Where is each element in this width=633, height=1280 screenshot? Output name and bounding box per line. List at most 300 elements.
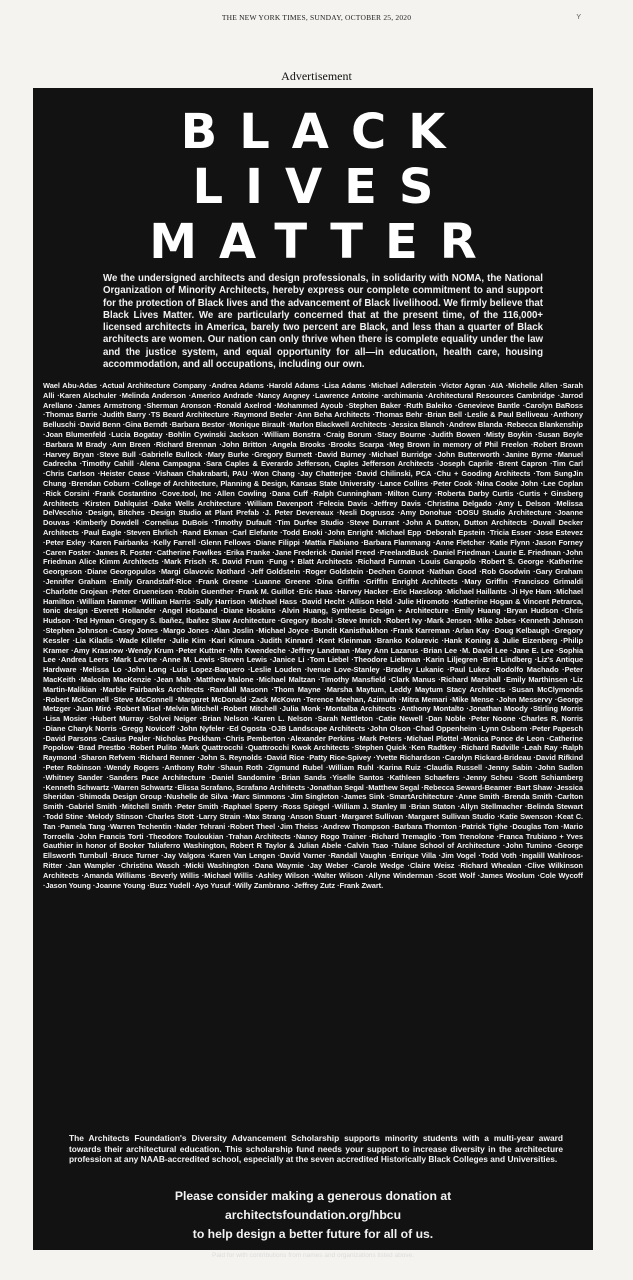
signatory-name: · Richard Marshall (436, 675, 501, 684)
signatory-name: · Brian Nelson (197, 714, 249, 723)
signatory-name: · Paul Eagle (79, 528, 121, 537)
signatory-name: · Michael Plottel (402, 734, 459, 743)
signatory-name: · Randall Masonn (204, 685, 268, 694)
signatory-name: · Janine Byrne (500, 450, 553, 459)
signatory-name: · Andrew Thompson (318, 822, 390, 831)
signatory-name: · OJB Landscape Architects (266, 724, 365, 733)
signatory-name: · Jennifer Graham (43, 577, 106, 586)
signatory-name: · Alexander Perkins (285, 734, 354, 743)
signatory-name: · Cornelius DuBois (139, 518, 208, 527)
signatory-name: · TS Beard Architecture (146, 410, 229, 419)
signatory-name: · Won Chang (247, 469, 294, 478)
signatory-name: · Terence Meehan, Azimuth (301, 695, 397, 704)
signatory-name: · Gabriel Smith (63, 802, 116, 811)
signatory-name: · Susan McClymonds (505, 685, 583, 694)
signatory-name: · Jim Vogel (436, 851, 476, 860)
signatory-name: · Kent Kleinman (313, 636, 371, 645)
signatory-name: · Claire Weisz (404, 861, 454, 870)
signatory-name: · Margi Glavovic Nothard (156, 567, 245, 576)
signatory-name: · Steve McConnell (109, 695, 173, 704)
signatory-name: · Malcolm MacKenzie (76, 675, 151, 684)
signatory-name: · J. Peter Devereaux (259, 508, 333, 517)
signatory-name: · Montalba Architects (320, 704, 395, 713)
signatory-name: · Todd Stine (43, 812, 83, 821)
signatory-name: · John S. Reynolds (195, 753, 262, 762)
signatory-name: · Carlton Smith (43, 792, 583, 811)
signatory-name: · Tricia Esser (485, 528, 532, 537)
signatory-name: · Rob Goodwin (476, 567, 530, 576)
signatory-name: · Robert Brown (528, 440, 583, 449)
signatory-name: · John Sadlon (532, 763, 583, 772)
signatory-name: · Everett Hollander (88, 606, 156, 615)
signatory-name: · Kenneth Schwartz (43, 783, 109, 792)
signatory-name: · Philip Kramer (43, 636, 583, 655)
signatory-name: · Gregg Novicoff (117, 724, 175, 733)
signatory-name: · Raphael Sperry (218, 802, 277, 811)
signatory-name: · Patrick Tighe (457, 822, 508, 831)
signatory-name: · Whitney Sander (43, 773, 103, 782)
signatory-name: · Ann Beha Architects (292, 410, 370, 419)
signatory-name: · Michael Joyce (253, 626, 308, 635)
signatory-name: · Dana Cuff (266, 489, 307, 498)
signatory-name: · Judith Barry (97, 410, 146, 419)
signatory-name: · Larry Strain (194, 812, 240, 821)
signatory-name: · Allison Held (345, 597, 393, 606)
signatory-name: · Mike Mense (447, 695, 494, 704)
signatory-name: · Daniel Friedman (428, 548, 490, 557)
signatory-name: · Misty Boykin (480, 430, 532, 439)
signatory-name: · Paul Lukez (444, 665, 490, 674)
signatory-name: · Bundit Kanisthakhon (309, 626, 388, 635)
signatory-name: · Sherman Aronson (141, 401, 211, 410)
signatory-name: · Julie Kim (166, 636, 206, 645)
signatory-name: · Micki Washington (180, 861, 249, 870)
signatory-name: · Andrea Leers (56, 655, 109, 664)
signatory-name: · Walter Wilson (309, 871, 363, 880)
signatory-name: · Roberta Darby Curtis (432, 489, 514, 498)
signatory-name: · Clive Wilkinson Architects (43, 861, 583, 880)
signatory-name: · Amy Donohue (394, 508, 451, 517)
signatory-name: · Alvin Huang, Synthesis Design + Architecture (276, 606, 449, 615)
signatory-name: · Mary Griffin (458, 577, 508, 586)
signatory-name: · Design, Bitches (82, 508, 144, 517)
signatory-name: · Anthony Belluschi (43, 410, 583, 429)
signatory-name: · Harvey Bryan (43, 450, 94, 459)
signatory-name: · Tim Durfee Studio (271, 518, 343, 527)
signatory-name: · Rebecca Blankenship (502, 420, 583, 429)
signatory-name: · Luis Lopez-Baquero (166, 665, 244, 674)
signatory-name: · Eric Haas (294, 587, 332, 596)
signatory-name: · Brian Staton (406, 802, 455, 811)
signatory-name: · Quattrocchi Kwok Architects (243, 743, 350, 752)
signatory-name: · Arlan Kay (450, 626, 490, 635)
signatory-name: · Brad Prestbo (74, 743, 126, 752)
signatory-name: · John Messervy (494, 695, 552, 704)
signatory-name: · Brent Capron (493, 459, 547, 468)
signatory-name: · Jeff Goldstein (245, 567, 300, 576)
signatory-name: · Francisco Grimaldi (508, 577, 583, 586)
signatory-name: · Emily Grandstaff-Rice (106, 577, 192, 586)
signatory-name: · Judith Bowen (426, 430, 481, 439)
signatory-name: · Thom Mayne (268, 685, 321, 694)
signatory-name: · Robert Pulito (125, 743, 177, 752)
signatory-name: · Kimberly Dowdell (70, 518, 139, 527)
signatory-name: · Monique Birault (225, 420, 285, 429)
signatory-name: · Harvey Hacker (333, 587, 389, 596)
signatory-name: · Jeffrey Zutz (289, 881, 335, 890)
signatory-name: · Kathleen Schaefers (383, 773, 459, 782)
signatory-name: · Anne M. Lewis (157, 655, 215, 664)
signatory-name: · Joanne Young (91, 881, 145, 890)
signatory-name: · Deborah Epstein (421, 528, 485, 537)
signatory-name: · Margaret Sullivan Studio (403, 812, 495, 821)
signatory-name: · Design Studio at Plant Prefab (145, 508, 259, 517)
signatory-name: · Carole Wedge (348, 861, 404, 870)
signatory-name: · Ingalill Wahlroos-Ritter (43, 851, 583, 870)
signatory-name: · Liz's Antique Hardware (43, 655, 583, 674)
signatory-name: · Ivenue Love-Stanley (301, 665, 379, 674)
signatory-name: · Carolyn Rickard-Brideau (440, 753, 531, 762)
signatory-name: · Scott Wolf (433, 871, 475, 880)
signatory-name: · Yvette Richardson (371, 753, 440, 762)
signatory-name: · Luanne Greene (248, 577, 310, 586)
signatory-name: · Bradley Lukanic (380, 665, 444, 674)
signatory-name: · Cove.tool, Inc (156, 489, 211, 498)
signatory-name: · David Rifkind (531, 753, 583, 762)
signatory-name: · John Long (121, 665, 166, 674)
signatory-name: · Jonathan Moody (464, 704, 528, 713)
signatory-name: · Lee Coplan (538, 479, 583, 488)
signatory-name: · Meg Brown in memory of Phil Freelon (384, 440, 528, 449)
signatory-name: · Frank Costantino (89, 489, 156, 498)
signatory-name: · Nesli Dogrusoz (333, 508, 394, 517)
signatory-name: · Anne Fletcher (431, 538, 485, 547)
signatory-name: · Michael Hass (245, 597, 297, 606)
signatory-name: · Christina Wasch (115, 861, 180, 870)
signatory-name: · Daniel Sandomire (205, 773, 275, 782)
signatory-name: · Amy Krasnow (69, 646, 123, 655)
signatory-name: · Erika Franke (222, 548, 271, 557)
signatory-name: · Max Strang (240, 812, 285, 821)
signatory-name: · Lisa Mosier (43, 714, 87, 723)
signatory-name: · Barbara Bestor (167, 420, 225, 429)
signatory-name: · Karen Van Lengen (205, 851, 275, 860)
signatory-name: · Brian Bell (422, 410, 462, 419)
signatory-name: · Barbara Thornton (390, 822, 457, 831)
signatory-name: · Franca Trubiano + Yves Gauthier in honor of Booker Taliaferro Washington, Robert R Taylor & Julian Abele (43, 832, 583, 851)
signatory-name: · Cole Wycoff (535, 871, 583, 880)
signatory-name: · Peter Smith (172, 802, 218, 811)
signatory-name: · Karen Alschuler (54, 391, 116, 400)
signatory-name: · Peter MacKeith (43, 665, 583, 684)
signatory-name: · Ralph Raymond (43, 743, 583, 762)
signatory-name: · Caren Foster (43, 548, 91, 557)
signatory-name: · Robert Misel (111, 704, 161, 713)
signatory-name: · Ted Hyman (70, 616, 114, 625)
signatory-name: · Daniel Freed (327, 548, 376, 557)
signatory-name: · SmartArchitecture (384, 792, 453, 801)
signatory-name: · Chris Carlson (43, 469, 95, 478)
signatory-name: · Nancy Rogo Trainer (291, 832, 367, 841)
signatory-name: · William Hammer (74, 597, 136, 606)
signatory-name: · Bryan Hudson (501, 606, 559, 615)
signatory-name: · Frank M. Guillot (234, 587, 295, 596)
signatory-name: · Mary Burke (202, 450, 249, 459)
signatory-name: · Margaret Sullivan (337, 812, 403, 821)
signatory-name: · Curtis + Ginsberg Architects (43, 489, 583, 508)
signatory-name: · Julia Monk (277, 704, 321, 713)
signatory-name: · Steve Imrich (333, 616, 382, 625)
ad-panel (33, 88, 593, 1259)
signatory-name: · Brenda Smith (499, 792, 552, 801)
paid-for-notice: Paid for with contributions from names and organizations listed above. (212, 1252, 414, 1259)
headline-line-matter: MATTER (149, 214, 499, 270)
signatory-name: · Casius Pealer (97, 734, 151, 743)
signatory-name: · Jay Weber (304, 861, 348, 870)
signatory-name: · Wade Killefer (113, 636, 166, 645)
signatory-name: · Clark Manus (386, 675, 436, 684)
signatory-name: · Marble Fairbanks Architects (96, 685, 203, 694)
signatory-name: · Christina Delgado (421, 499, 492, 508)
signatory-name: · Diane Filippi (251, 538, 300, 547)
signatory-name: · Sara Caples & Everardo Jefferson, Caples Jefferson Architects (200, 459, 433, 468)
signatory-name: · Stephen Baker (343, 401, 401, 410)
signatory-name: · Gina Berndt (121, 420, 168, 429)
signatory-name: · James Woolum (475, 871, 535, 880)
signatory-name: · Matthew Malone (191, 675, 254, 684)
signatory-name: · Tom SungJin Chung (43, 469, 583, 488)
signatory-name: · Richard Whealan (454, 861, 521, 870)
signatory-name: · Tulane School of Architecture (388, 841, 500, 850)
signatory-name: · Stacy Bourne (372, 430, 426, 439)
signatory-name: · Alan Joslin (209, 626, 254, 635)
signatory-name: · Janice Li (267, 655, 304, 664)
signatory-name: · Kenneth Johnson (516, 616, 583, 625)
signatory-name: · Lia Kiladis (70, 636, 114, 645)
signatory-name: · John Nyfeler (175, 724, 225, 733)
signatory-name: · Ji Hye Ham (507, 587, 552, 596)
signatory-name: · Robert Mitchell (218, 704, 277, 713)
signatory-name: · John Francis Torti (74, 832, 144, 841)
signatory-name: · Solvei Neiger (144, 714, 197, 723)
signatory-name: · R. David Frum (206, 557, 263, 566)
signatory-name: · Katie Swenson (495, 812, 553, 821)
signatory-name: · Mark Frisch (159, 557, 207, 566)
signatory-name: · Melody Stinson (83, 812, 143, 821)
signatory-name: · Michael Maltzan (253, 675, 315, 684)
signatory-name: · Anthony Rohr (159, 763, 215, 772)
signatory-name: · Wendy Krum (123, 646, 174, 655)
signatory-name: · Margaret McDonald (173, 695, 247, 704)
signatory-name: · Fung + Blatt Architects (264, 557, 353, 566)
signatory-name: · Ed Ogosta (224, 724, 266, 733)
signatory-name: · Hubert Murray (87, 714, 144, 723)
signatory-name: · Theodore Touloukian (144, 832, 224, 841)
signatory-name: · Catherine Popolow (43, 734, 583, 753)
signatory-name: · Stephen Quick (349, 743, 406, 752)
signatory-name: · William Davenport (241, 499, 313, 508)
signatory-name: · Peter Robinson (43, 763, 101, 772)
signatory-name: · Steven Lewis (215, 655, 267, 664)
signatory-name: · Brooks Scarpa (325, 440, 384, 449)
signatory-name: · Nicholas Peckham (150, 734, 220, 743)
signatory-name: · William Harris (137, 597, 191, 606)
signatory-name: · Richard Radville (456, 743, 519, 752)
signatory-name: · Mary Ann Lazarus (350, 646, 419, 655)
signatory-name: · Kirsten Dahlquist (79, 499, 148, 508)
signatory-name: · Diane Charyk Norris (43, 724, 117, 733)
signatory-name: · Marc Simmons (228, 792, 286, 801)
signatory-name: · Lawrence Antoine (310, 391, 379, 400)
signatory-name: · Richard Renner (135, 753, 195, 762)
signatory-name: · Dechen Gonnot (363, 567, 424, 576)
signatory-name: · Ronald Axelrod (211, 401, 271, 410)
signatory-name: · Wendy Rogers (101, 763, 159, 772)
signatory-name: · Doug Kelbaugh (490, 626, 550, 635)
signatory-name: · Gabrielle Bullock (136, 450, 202, 459)
signatory-name: · Laurie E. Friedman (490, 548, 561, 557)
signatory-name: · David Benn (76, 420, 121, 429)
signatory-name: · Jeffrey Davis (367, 499, 421, 508)
signatory-name: · Britt Lindberg (478, 655, 532, 664)
signatory-name: Wael Abu-Adas (43, 381, 98, 390)
signatory-name: · Peter Kuttner (174, 646, 226, 655)
signatory-name: · Bart Shaw (512, 783, 552, 792)
signatory-name: · Ralph Cunningham (308, 489, 382, 498)
signatory-name: · Katherine Hogan & Vincent Petrarca, tonic design (43, 597, 583, 616)
signatory-name: · Karen Fairbanks (85, 538, 148, 547)
signatory-name: · Michael Hamilton (43, 587, 583, 606)
signatory-name: · Zigmund Rubel (263, 763, 323, 772)
signatory-name: · Mike Jobes (471, 616, 516, 625)
signatory-name: · Jarrod Arellano (43, 391, 583, 410)
signatory-name: · Ruth Baleiko (401, 401, 452, 410)
signatory-name: · Stephen Johnson (43, 626, 108, 635)
signatory-name: · DOSU Studio Architecture (451, 508, 551, 517)
signatory-name: · Tom Liebel (304, 655, 348, 664)
signatory-name: · FreelandBuck (375, 548, 428, 557)
signatory-name: · Nina Cooke John (472, 479, 538, 488)
signatory-name: · Jenny Sabin (482, 763, 532, 772)
signatory-name: · Chu + Gooding Architects (431, 469, 530, 478)
signatory-name: · Allen Cowling (211, 489, 266, 498)
signatory-name: · John Tumino (500, 841, 552, 850)
signatory-name: · Brendan Coburn (66, 479, 129, 488)
signatory-name: · Richard Tremaglio (366, 832, 436, 841)
signatory-name: · Jane E. Lee (508, 646, 554, 655)
signatory-name: · Peter Cook (428, 479, 472, 488)
signatory-name: · Rick Corsini (43, 489, 89, 498)
signatory-name: · Timothy Dufault (208, 518, 271, 527)
signatory-name: · Glenn Fellows (196, 538, 251, 547)
signatory-name: · Anson Stuart (285, 812, 336, 821)
signatory-name: · David Parsons (43, 734, 97, 743)
signatory-name: · Hank Koning & Julie Eizenberg (438, 636, 557, 645)
signatory-name: · Allyne Winderman (363, 871, 433, 880)
signatory-name: · Americo Andrade (186, 391, 253, 400)
signatory-name: · Peter Papesch (527, 724, 583, 733)
signatory-name: · Enrique Villa (386, 851, 436, 860)
signatory-name: · Frank Karreman (388, 626, 450, 635)
signatory-name: · David Burney (312, 450, 366, 459)
signatory-name: · Monica Ponce de Leon (458, 734, 544, 743)
signatory-name: · Vishaan Chakrabarti, PAU (150, 469, 248, 478)
signatory-name: · Beverly Willis (146, 871, 200, 880)
signatory-name: · Peter Noone (466, 714, 516, 723)
signatory-name: · Frank Greene (192, 577, 248, 586)
signatory-name: · Anthony Montalto (396, 704, 464, 713)
signatory-name: · Bruce Turner (107, 851, 158, 860)
signatory-name: · Craig Borum (320, 430, 371, 439)
signatory-name: · Jan Wampler (62, 861, 115, 870)
signatory-name: · Margo Jones (158, 626, 209, 635)
signatory-name: · Sarah Nettleton (312, 714, 373, 723)
signatory-name: · Diane Georgopulos (82, 567, 156, 576)
signatory-name: · Timothy Mansfield (315, 675, 385, 684)
signatory-name: · Susan Boyle (532, 430, 583, 439)
signatory-name: · Robert Theel (225, 822, 275, 831)
signatory-name: · Carl Elefante (228, 528, 278, 537)
signatory-name: · James Sink (339, 792, 385, 801)
page-corner-mark: Y (576, 14, 581, 21)
signatory-name: · George Metzger (43, 695, 583, 714)
signatory-name: · Melinda Anderson (116, 391, 185, 400)
signatory-name: · Steve Durrant (344, 518, 400, 527)
signatory-name: · Joanne Douvas (43, 508, 583, 527)
signatory-name: · Dake Wells Architecture (148, 499, 241, 508)
signatory-name: · Sharon Refvem (77, 753, 136, 762)
signatory-name: · Catherine Fowlkes (152, 548, 221, 557)
signatory-name: · Jim Singleton (285, 792, 338, 801)
signatory-name: · John Britton (216, 440, 266, 449)
signatory-name: · Angel Hosband (156, 606, 217, 615)
signatory-name: · Brian Lee (418, 646, 457, 655)
signatory-name: · John Butterworth (432, 450, 500, 459)
signatory-name: · Heister Cease (95, 469, 150, 478)
signatory-name: · Eric Haesloop (388, 587, 442, 596)
signatory-name: · Marsha Maytum, Leddy Maytum Stacy Architects (321, 685, 506, 694)
signatory-name: · Mario Torroella (43, 822, 583, 841)
signatory-name: · Kari Kimura (206, 636, 255, 645)
signatory-name: · Gregory S. Ibañez, Ibañez Shaw Architecture (114, 616, 275, 625)
signatory-name: · Calvin Tsao (341, 841, 388, 850)
signatory-name: · Jane Frederick (270, 548, 326, 557)
signatory-name: · Griffin Enright Architects (359, 577, 457, 586)
signatory-name: · Catie Newell (373, 714, 423, 723)
signatory-name: · Jim Theiss (275, 822, 318, 831)
headline-line-lives: LIVES (192, 159, 456, 215)
signatory-name: · Dan Noble (423, 714, 466, 723)
cta-line-1: Please consider making a generous donation at (174, 1189, 452, 1203)
signatory-name: · Trahan Architects (223, 832, 290, 841)
signatory-name: · Buzz Yudell (145, 881, 190, 890)
headline-line-black: BLACK (180, 104, 468, 160)
signatory-name: · Nancy Angney (253, 391, 310, 400)
signatory-name: · Rodolfo Machado (490, 665, 559, 674)
signatory-name: · Jason Forney (530, 538, 583, 547)
signatory-name: · Willy Zambrano (230, 881, 289, 890)
signatory-name: · Claudia Russell (421, 763, 482, 772)
signatory-name: · Belinda Stewart (522, 802, 583, 811)
signatory-name: · Angela Brooks (267, 440, 326, 449)
signatory-name: · Shaun Roth (215, 763, 263, 772)
signatory-name: · Architectural Resources Cambridge (423, 391, 555, 400)
signatory-name: · Robert S. George (476, 557, 544, 566)
signatory-name: · Lisa Adams (319, 381, 366, 390)
donation-url[interactable]: architectsfoundation.org/hbcu (224, 1208, 402, 1222)
signatory-name: · Todd Voth (476, 851, 517, 860)
signatory-name: · Charlotte Grojean (43, 587, 108, 596)
